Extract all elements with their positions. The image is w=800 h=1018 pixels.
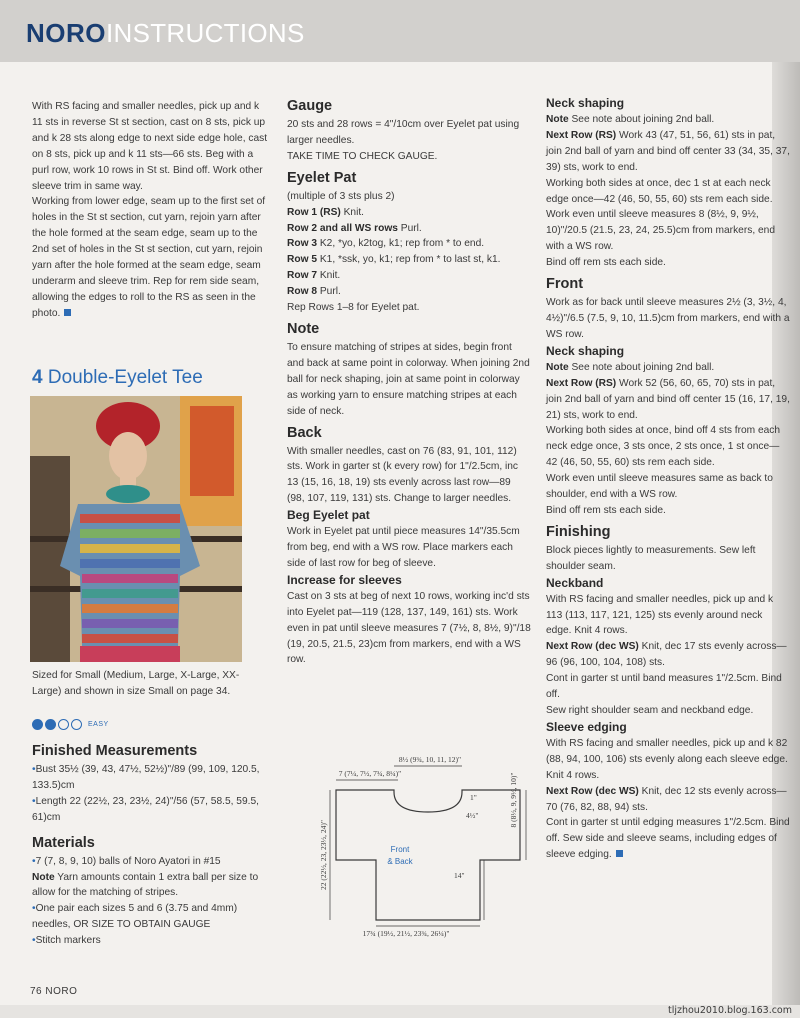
intro-paragraph-1: With RS facing and smaller needles, pick up and k 11 sts in reverse St st section, cast on 8 sts, pick up and k 28 sts along edge to next side edge hole, cast on 8 sts, pick up and k 11 sts—66 sts. Beg with a purl row, work 10 rows in St st. Bind off. Work other sleeve trim in same way.	[32, 101, 268, 192]
end-square-icon	[616, 850, 623, 857]
neckband-next-row: Next Row (dec WS) Knit, dec 17 sts evenly across—96 (96, 100, 104, 108) sts.	[546, 641, 787, 669]
eyelet-row: Row 5 K1, *ssk, yo, k1; rep from * to last st, k1.	[287, 254, 501, 266]
gauge-check: TAKE TIME TO CHECK GAUGE.	[287, 150, 438, 162]
eyelet-multiple: (multiple of 3 sts plus 2)	[287, 190, 395, 202]
back-heading: Back	[287, 424, 322, 441]
neckband-cont: Cont in garter st until band measures 1"/2.5cm. Bind off.	[546, 673, 782, 701]
page-number: 76	[30, 986, 43, 997]
gauge-text: 20 sts and 28 rows = 4"/10cm over Eyelet pat using larger needles.	[287, 119, 520, 146]
schematic-bottom-label: 17¾ (19½, 21½, 23¾, 26¼)"	[362, 929, 450, 938]
right-column	[546, 95, 790, 863]
neck-shaping-heading: Neck shaping	[546, 96, 625, 110]
brand-name: NORO	[26, 18, 106, 48]
garment-schematic	[312, 752, 532, 942]
schematic-top-label: 8½ (9¾, 10, 11, 12)"	[398, 755, 462, 764]
section-name: INSTRUCTIONS	[106, 18, 305, 48]
pattern-caption: Sized for Small (Medium, Large, X-Large, XX-Large) and shown in size Small on page 34.	[32, 670, 240, 697]
schematic-neck-drop-label: 1"	[470, 793, 477, 802]
increase-sleeves-heading: Increase for sleeves	[287, 572, 402, 587]
difficulty-dot-empty-icon	[58, 719, 69, 730]
sleeve-knit-rows: Knit 4 rows.	[546, 769, 600, 781]
middle-column	[287, 97, 531, 668]
note-heading: Note	[287, 320, 320, 337]
increase-sleeves-text: Cast on 3 sts at beg of next 10 rows, working inc'd sts into Eyelet pat—119 (128, 137, 149, 161) sts. Work even in pat until sleeve measures 7 (7½, 8, 8½, 9)"/18 (19, 20.5, 21.5, 23)cm from markers, end with a WS row.	[287, 590, 531, 666]
materials-item: •Stitch markers	[32, 935, 101, 947]
back-text: With smaller needles, cast on 76 (83, 91, 101, 112) sts. Work in garter st (k every row) for 1"/2.5cm, inc 13 (15, 16, 18, 19) sts evenly across last row—89 (98, 107, 119, 131) sts. Change to larger needles.	[287, 445, 519, 505]
materials-heading: Materials	[32, 834, 95, 851]
pattern-number: 4	[32, 367, 43, 388]
neckband-heading: Neckband	[546, 575, 604, 590]
sleeve-edging-text: With RS facing and smaller needles, pick up and k 82 (88, 94, 100, 106) sts evenly along each sleeve edge.	[546, 737, 788, 765]
front-neck-next-row: Next Row (RS) Work 52 (56, 60, 65, 70) sts in pat, join 2nd ball of yarn and bind off center 15 (16, 17, 19, 21) sts, work to end.	[546, 377, 790, 421]
model-photo	[30, 396, 242, 662]
beg-eyelet-text: Work in Eyelet pat until piece measures 14"/35.5cm from beg, end with a WS row. Place markers each side of last row for beg of sleeve.	[287, 526, 520, 569]
schematic-body-label: 14"	[454, 871, 465, 880]
eyelet-row: Row 8 Purl.	[287, 286, 341, 298]
eyelet-row: Row 7 Knit.	[287, 270, 341, 282]
sleeve-cont: Cont in garter st until edging measures 1"/2.5cm. Bind off. Sew side and sleeve seams, including edges of sleeve edging.	[546, 817, 790, 861]
difficulty-dot-filled-icon	[45, 719, 56, 730]
neckband-text: With RS facing and smaller needles, pick up and k 113 (113, 117, 121, 125) sts evenly around neck edge. Knit 4 rows.	[546, 593, 774, 637]
eyelet-row: Row 1 (RS) Knit.	[287, 206, 365, 218]
neck-next-row: Next Row (RS) Work 43 (47, 51, 56, 61) sts in pat, join 2nd ball of yarn and bind off center 33 (34, 35, 37, 39) sts, work to end.	[546, 129, 790, 173]
sleeve-edging-heading: Sleeve edging	[546, 719, 627, 734]
pattern-name: Double-Eyelet Tee	[47, 367, 203, 388]
schematic-sleeve-label: 7 (7¼, 7½, 7¾, 8¼)"	[338, 769, 402, 778]
front-text: Work as for back until sleeve measures 2½ (3, 3½, 4, 4½)"/6.5 (7.5, 9, 10, 11.5)cm from markers, end with a WS row.	[546, 297, 790, 340]
finished-measurements-heading: Finished Measurements	[32, 743, 198, 759]
eyelet-row: Row 2 and all WS rows Purl.	[287, 222, 422, 234]
page-header	[0, 0, 800, 62]
difficulty-rating	[32, 716, 109, 730]
gauge-heading: Gauge	[287, 98, 333, 114]
neck-paragraph: Working both sides at once, dec 1 st at each neck edge once—42 (46, 50, 55, 60) sts rem each side. Work even until sleeve measures 8 (8½, 9, 9½, 10)"/20.5 (21.5, 23, 24, 25.5)cm from markers, end with a WS row.	[546, 177, 775, 253]
beg-eyelet-heading: Beg Eyelet pat	[287, 508, 370, 523]
finished-item: •Bust 35½ (39, 43, 47½, 52½)"/89 (99, 109, 120.5, 133.5)cm	[32, 764, 260, 791]
difficulty-dot-filled-icon	[32, 719, 43, 730]
schematic-right-top-label: 8 (8½, 9, 9½, 10)"	[509, 772, 518, 828]
watermark-text: tljzhou2010.blog.163.com	[667, 1005, 792, 1016]
finishing-heading: Finishing	[546, 523, 611, 540]
schematic-label-back: & Back	[387, 857, 413, 866]
schematic-label-front: Front	[390, 845, 410, 854]
header-brand	[26, 18, 305, 48]
footer-brand: NORO	[45, 986, 78, 997]
pattern-title	[32, 366, 203, 390]
eyelet-repeat: Rep Rows 1–8 for Eyelet pat.	[287, 302, 420, 314]
finished-item: •Length 22 (22½, 23, 23½, 24)"/56 (57, 58.5, 59.5, 61)cm	[32, 795, 259, 823]
intro-paragraph-2: Working from lower edge, seam up to the first set of holes in the St st section, cut yarn, rejoin yarn after the hole formed at the seam edge, seam up to the 2nd set of holes in the St st section, cut yarn, rejoin yarn after the hole formed at the seam edge, seam underarm and sleeve trim. Rep for rem side seam, allowing the edges to roll to the RS as seen in the photo.	[32, 196, 266, 319]
difficulty-dot-empty-icon	[71, 719, 82, 730]
front-neck-paragraph: Bind off rem sts each side.	[546, 504, 666, 516]
neck-note: Note See note about joining 2nd ball.	[546, 114, 715, 125]
watermark-bar	[0, 1005, 800, 1018]
neckband-sew: Sew right shoulder seam and neckband edge.	[546, 705, 754, 716]
neck-paragraph: Bind off rem sts each side.	[546, 257, 666, 269]
front-neck-note: Note See note about joining 2nd ball.	[546, 361, 715, 373]
front-neck-paragraph: Working both sides at once, bind off 4 sts from each neck edge once, 3 sts once, 2 sts once, 1 st once—42 (46, 50, 55, 60) sts rem each side.	[546, 425, 781, 469]
eyelet-row: Row 3 K2, *yo, k2tog, k1; rep from * to end.	[287, 238, 485, 250]
left-specs-column	[32, 738, 272, 949]
front-neck-shaping-heading: Neck shaping	[546, 343, 625, 358]
end-square-icon	[64, 309, 71, 316]
page-footer	[30, 986, 77, 997]
materials-item: •One pair each sizes 5 and 6 (3.75 and 4mm) needles, OR SIZE TO OBTAIN GAUGE	[32, 903, 238, 931]
difficulty-label: EASY	[88, 721, 109, 729]
finishing-text: Block pieces lightly to measurements. Sew left shoulder seam.	[546, 544, 756, 572]
schematic-outline	[336, 790, 520, 920]
model-photo-illustration	[30, 396, 242, 662]
schematic-left-label: 22 (22½, 23, 23½, 24)"	[319, 820, 328, 890]
note-text: To ensure matching of stripes at sides, begin front and back at same point in colorway. When joining 2nd ball for neck shaping, join at same point in colorway as working yarn to ensure matching stripes at each side of neck.	[287, 341, 530, 417]
sleeve-next-row: Next Row (dec WS) Knit, dec 12 sts evenly across—70 (76, 82, 88, 94) sts.	[546, 785, 787, 813]
front-heading: Front	[546, 276, 584, 293]
front-neck-paragraph: Work even until sleeve measures same as back to shoulder, end with a WS row.	[546, 473, 773, 501]
eyelet-heading: Eyelet Pat	[287, 169, 357, 186]
left-intro-column	[32, 99, 272, 322]
materials-note: Note Yarn amounts contain 1 extra ball per size to allow for the matching of stripes.	[32, 871, 259, 899]
schematic-shoulder-label: 4½"	[466, 811, 479, 820]
materials-item: •7 (7, 8, 9, 10) balls of Noro Ayatori in #15	[32, 855, 221, 867]
